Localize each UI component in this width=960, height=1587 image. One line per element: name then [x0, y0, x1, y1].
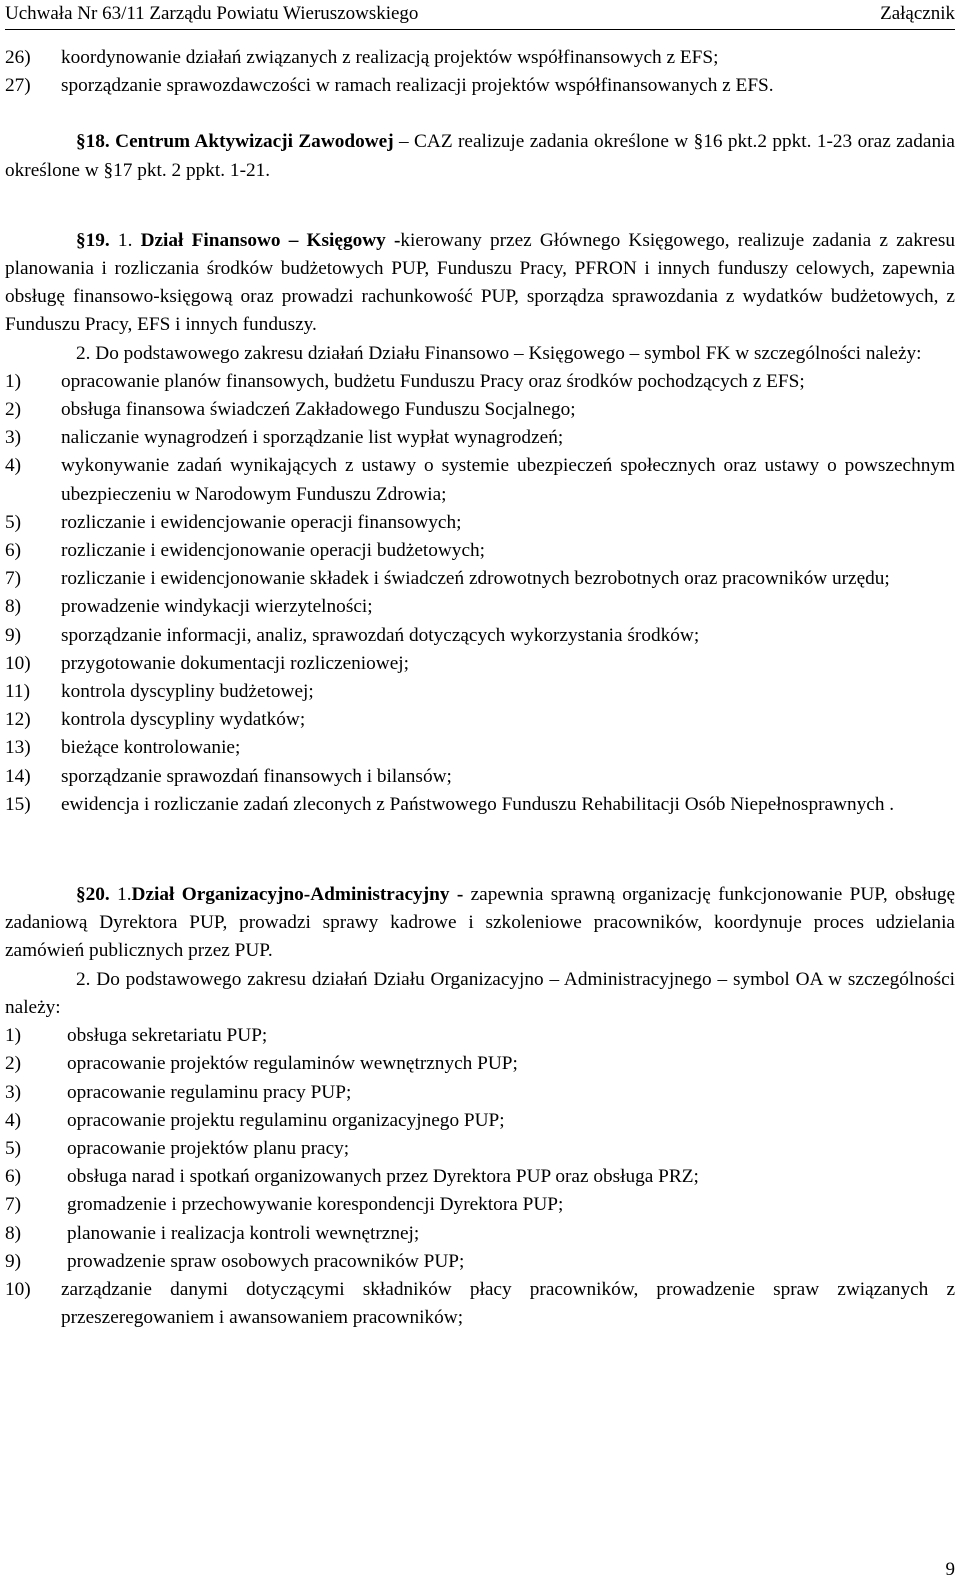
section-19-paragraph-1	[5, 227, 955, 340]
list-item	[5, 650, 955, 678]
section-20-paragraph-1	[5, 881, 955, 966]
list-number: 12)	[5, 709, 31, 731]
list-number: 8)	[5, 596, 22, 618]
list-item	[5, 791, 955, 819]
list-text: prowadzenie windykacji wierzytelności;	[61, 596, 373, 618]
list-number: 10)	[5, 1278, 31, 1300]
list-number: 26)	[5, 47, 31, 68]
section-heading: Centrum Aktywizacji Zawodowej	[115, 131, 394, 153]
list-item	[5, 44, 955, 72]
list-item	[5, 1107, 955, 1135]
list-number: 5)	[5, 1137, 22, 1159]
list-text: bieżące kontrolowanie;	[61, 737, 241, 759]
top-list	[5, 44, 955, 100]
section-19-paragraph-2: 2. Do podstawowego zakresu działań Działu Finansowo – Księgowego – symbol FK w szczególności należy:	[76, 342, 922, 364]
list-number: 2)	[5, 399, 22, 421]
list-item	[5, 509, 955, 537]
document-page	[5, 0, 955, 1332]
list-number: 3)	[5, 427, 22, 449]
list-text: obsługa finansowa świadczeń Zakładowego Funduszu Socjalnego;	[61, 399, 576, 421]
list-number: 15)	[5, 793, 31, 815]
section-text: zapewnia sprawną organizację funkcjonowanie PUP, obsługę zadaniową Dyrektora PUP, prowadzi sprawy kadrowe i szkoleniowe pracowników, koordynuje proces udzielania zamówień publicznych przez PUP.	[5, 884, 956, 962]
section-number: §18.	[76, 131, 110, 153]
list-item	[5, 1050, 955, 1078]
list-number: 4)	[5, 1109, 22, 1131]
section-18	[5, 128, 955, 184]
section-20-paragraph-2: 2. Do podstawowego zakresu działań Działu Organizacyjno – Administracyjnego – symbol OA w szczególności należy:	[5, 968, 955, 1018]
list-text: sporządzanie informacji, analiz, sprawozdań dotyczących wykorzystania środków;	[61, 624, 700, 646]
section-heading: Dział Organizacyjno-Administracyjny -	[131, 884, 464, 906]
list-item	[5, 1248, 955, 1276]
list-text: opracowanie projektu regulaminu organizacyjnego PUP;	[67, 1109, 505, 1131]
list-text: rozliczanie i ewidencjonowanie składek i świadczeń zdrowotnych bezrobotnych oraz pracowników urzędu;	[61, 568, 890, 590]
list-item	[5, 565, 955, 593]
list-text: sporządzanie sprawozdań finansowych i bilansów;	[61, 765, 452, 787]
list-number: 11)	[5, 681, 30, 703]
section-heading: Dział Finansowo – Księgowy -	[140, 229, 401, 251]
list-item	[5, 622, 955, 650]
list-text: rozliczanie i ewidencjowanie operacji finansowych;	[61, 511, 462, 533]
list-number: 9)	[5, 1250, 22, 1272]
list-item	[5, 72, 955, 100]
list-text: obsługa narad i spotkań organizowanych przez Dyrektora PUP oraz obsługa PRZ;	[67, 1166, 699, 1188]
list-number: 27)	[5, 75, 31, 97]
list-item	[5, 537, 955, 565]
list-text: prowadzenie spraw osobowych pracowników PUP;	[67, 1250, 465, 1272]
header-attachment-label: Załącznik	[880, 3, 955, 24]
page-header	[5, 2, 955, 30]
list-number: 1)	[5, 370, 22, 392]
list-number: 3)	[5, 1081, 22, 1103]
list-text: opracowanie projektów planu pracy;	[67, 1137, 350, 1159]
list-item	[5, 706, 955, 734]
list-number: 10)	[5, 652, 31, 674]
list-item	[5, 1276, 955, 1332]
list-number: 9)	[5, 624, 22, 646]
list-number: 6)	[5, 540, 22, 562]
list-item	[5, 1163, 955, 1191]
list-text: ewidencja i rozliczanie zadań zleconych z Państwowego Funduszu Rehabilitacji Osób Niepełnosprawnych .	[61, 793, 895, 815]
list-text: opracowanie projektów regulaminów wewnętrznych PUP;	[67, 1053, 518, 1075]
section-19-list	[5, 368, 955, 819]
list-text: koordynowanie działań związanych z realizacją projektów współfinansowych z EFS;	[61, 47, 719, 68]
list-text: naliczanie wynagrodzeń i sporządzanie list wypłat wynagrodzeń;	[61, 427, 564, 449]
list-number: 1)	[5, 1025, 22, 1047]
list-item	[5, 368, 955, 396]
list-item	[5, 1079, 955, 1107]
list-item	[5, 593, 955, 621]
list-item	[5, 1135, 955, 1163]
section-text: – CAZ realizuje zadania określone w §16 pkt.2 ppkt. 1-23 oraz zadania określone w §17 pkt. 2 ppkt. 1-21.	[5, 131, 955, 181]
list-text: obsługa sekretariatu PUP;	[67, 1025, 268, 1047]
list-item	[5, 452, 955, 508]
list-number: 6)	[5, 1166, 22, 1188]
list-item	[5, 1022, 955, 1050]
list-number: 13)	[5, 737, 31, 759]
list-item	[5, 763, 955, 791]
list-item	[5, 1191, 955, 1219]
list-text: przygotowanie dokumentacji rozliczeniowej;	[61, 652, 410, 674]
list-text: gromadzenie i przechowywanie korespondencji Dyrektora PUP;	[67, 1194, 564, 1216]
list-text: zarządzanie danymi dotyczącymi składników płacy pracowników, prowadzenie spraw związanych z przeszeregowaniem i awansowaniem pracowników;	[61, 1278, 955, 1329]
list-item	[5, 678, 955, 706]
list-number: 14)	[5, 765, 31, 787]
list-number: 4)	[5, 455, 22, 477]
section-number: §20.	[76, 884, 110, 906]
header-title: Uchwała Nr 63/11 Zarządu Powiatu Wieruszowskiego	[5, 3, 419, 24]
list-number: 7)	[5, 568, 22, 590]
list-text: rozliczanie i ewidencjonowanie operacji budżetowych;	[61, 540, 485, 562]
list-text: planowanie i realizacja kontroli wewnętrznej;	[67, 1222, 420, 1244]
section-number: §19.	[76, 229, 110, 251]
list-number: 8)	[5, 1222, 22, 1244]
paragraph-number: 1.	[109, 884, 132, 906]
list-text: kontrola dyscypliny wydatków;	[61, 709, 306, 731]
list-item	[5, 734, 955, 762]
list-text: wykonywanie zadań wynikających z ustawy o systemie ubezpieczeń społecznych oraz ustawy o powszechnym ubezpieczeniu w Narodowym Funduszu Zdrowia;	[61, 455, 955, 505]
list-number: 2)	[5, 1053, 22, 1075]
list-item	[5, 1220, 955, 1248]
list-number: 5)	[5, 511, 22, 533]
list-text: opracowanie regulaminu pracy PUP;	[67, 1081, 352, 1103]
list-text: opracowanie planów finansowych, budżetu Funduszu Pracy oraz środków pochodzących z EFS;	[61, 370, 805, 392]
list-number: 7)	[5, 1194, 22, 1216]
list-item	[5, 396, 955, 424]
section-text: kierowany przez Głównego Księgowego, realizuje zadania z zakresu planowania i rozliczania środków budżetowych PUP, Funduszu Pracy, PFRON i innych funduszy celowych, zapewnia obsługę finansowo-księgową oraz prowadzi rachunkowość PUP, sporządza sprawozdania z wydatków budżetowych, z Funduszu Pracy, EFS i innych funduszy.	[5, 229, 955, 336]
page-number: 9	[945, 1559, 955, 1580]
list-item	[5, 424, 955, 452]
list-text: kontrola dyscypliny budżetowej;	[61, 681, 314, 703]
list-text: sporządzanie sprawozdawczości w ramach realizacji projektów współfinansowanych z EFS.	[61, 75, 774, 97]
section-20-list	[5, 1022, 955, 1332]
paragraph-number: 1.	[109, 229, 141, 251]
